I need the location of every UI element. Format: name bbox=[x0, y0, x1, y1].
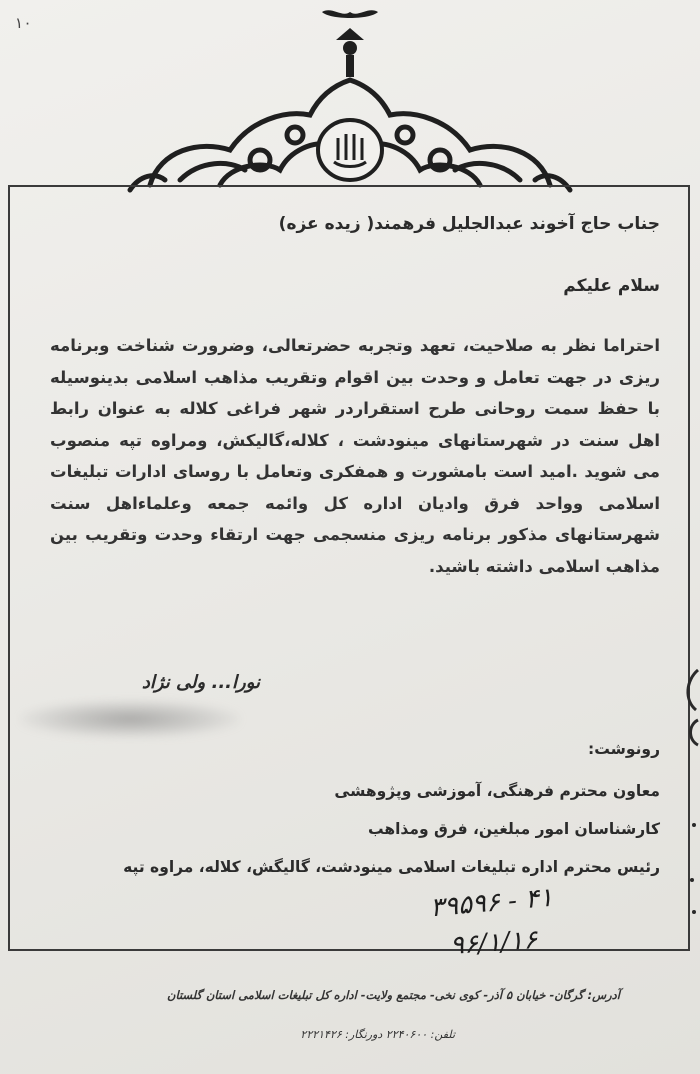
footer-phone: تلفن: ۲۲۴۰۶۰۰ دورنگار: ۲۲۲۱۴۲۶ bbox=[300, 1028, 455, 1041]
ornamental-header-emblem bbox=[70, 0, 630, 200]
greeting: سلام علیکم bbox=[563, 276, 660, 296]
adjacent-page-edge bbox=[676, 650, 700, 950]
redacted-signature-area bbox=[20, 700, 240, 738]
signature-name: نورا... ولی نژاد bbox=[141, 672, 260, 693]
cc-item: معاون محترم فرهنگی، آموزشی وپژوهشی bbox=[334, 782, 660, 800]
cc-item: رئیس محترم اداره تبلیغات اسلامی مینودشت، گالیگش، کلاله، مراوه تپه bbox=[123, 858, 660, 876]
handwritten-date: ۹۶/۱/۱۶ bbox=[449, 924, 539, 962]
cc-title: رونوشت: bbox=[588, 740, 660, 758]
cc-item: کارشناسان امور مبلغین، فرق ومذاهب bbox=[367, 820, 660, 838]
letter-body: احتراما نظر به صلاحیت، تعهد وتجربه حضرتعالی، وضرورت شناخت وبرنامه ریزی در جهت تعامل و وحدت بین اقوام وتقریب مذاهب اسلامی بدینوسیله با حفظ سمت روحانی طرح استقراردر شهر فراغی کلاله به عنوان رابط اهل سنت در شهرستانهای مینودشت ، کلاله،گالیکش، ومراوه تپه منصوب می شوید .امید است بامشورت و همفکری وتعامل با روسای ادارات تبلیغات اسلامی وواحد فرق وادیان اداره کل وائمه جمعه وعلماءاهل سنت شهرستانهای مذکور برنامه ریزی منسجمی جهت ارتقاء وحدت وتقریب بین مذاهب اسلامی داشته باشید. bbox=[50, 336, 660, 576]
cc-list bbox=[123, 772, 660, 886]
recipient-line: جناب حاج آخوند عبدالجلیل فرهمند( زیده عزه) bbox=[278, 214, 660, 234]
handwritten-reference-number: ۳۹۵۹۶ - ۴۱ bbox=[428, 882, 555, 924]
footer-address: آدرس: گرگان- خیابان ۵ آذر- کوی نخی- مجتمع ولایت- اداره کل تبلیغات اسلامی استان گلستان bbox=[167, 988, 620, 1002]
page-corner-number: ۱۰ bbox=[14, 14, 33, 32]
